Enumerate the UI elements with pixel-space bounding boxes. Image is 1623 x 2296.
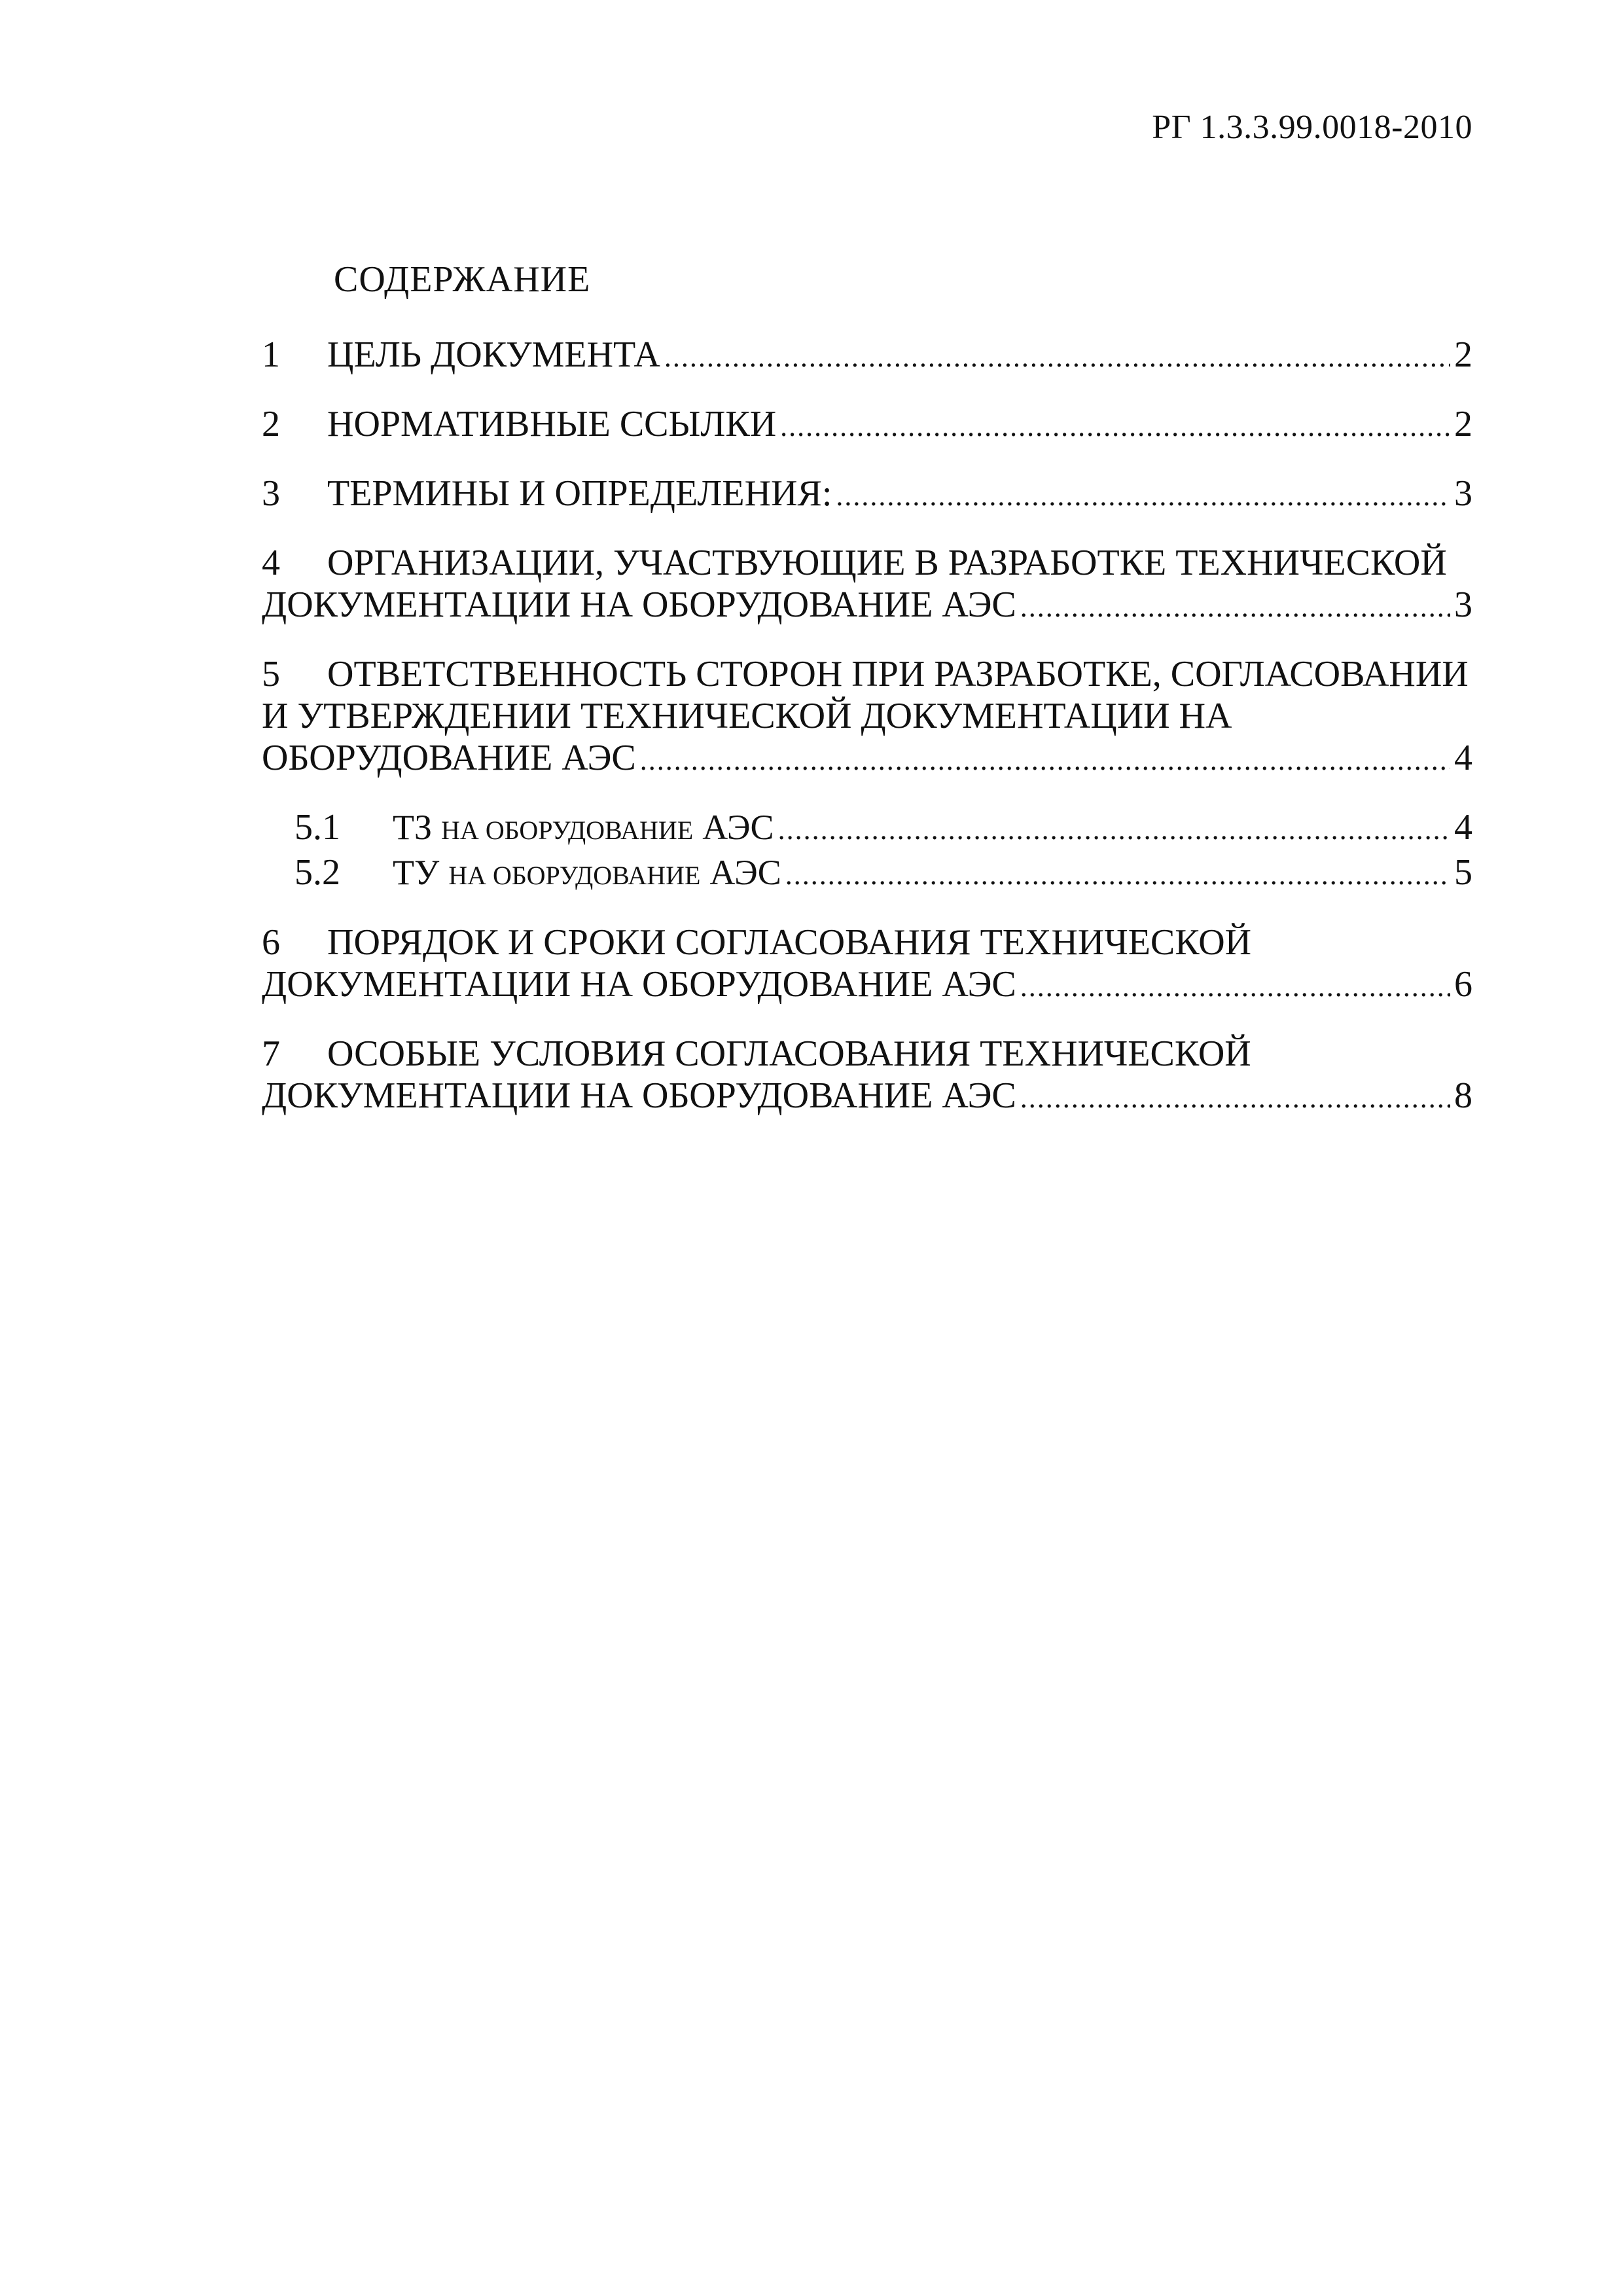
toc-entry-title-line-2: ДОКУМЕНТАЦИИ НА ОБОРУДОВАНИЕ АЭС	[262, 584, 1016, 625]
toc-entry-title-line-2: ДОКУМЕНТАЦИИ НА ОБОРУДОВАНИЕ АЭС	[262, 964, 1016, 1005]
toc-entry-6[interactable]	[262, 922, 1472, 1008]
table-of-contents	[262, 334, 1472, 1144]
toc-entry-title-line-3: ОБОРУДОВАНИЕ АЭС	[262, 738, 636, 778]
toc-entry-title: НОРМАТИВНЫЕ ССЫЛКИ	[327, 404, 777, 444]
toc-entry-title: ТЕРМИНЫ И ОПРЕДЕЛЕНИЯ:	[327, 473, 832, 514]
toc-entry-1[interactable]	[262, 334, 1472, 378]
leader-dots	[836, 475, 1450, 517]
leader-dots	[1020, 966, 1450, 1008]
document-code: РГ 1.3.3.99.0018-2010	[1152, 109, 1472, 146]
toc-entry-5-1[interactable]	[262, 806, 1472, 852]
toc-entry-page: 2	[1454, 334, 1472, 375]
toc-entry-page: 3	[1454, 584, 1472, 625]
toc-entry-page: 5	[1454, 852, 1472, 893]
leader-dots	[780, 406, 1450, 448]
toc-entry-2[interactable]	[262, 403, 1472, 448]
leader-dots	[664, 336, 1450, 378]
toc-entry-number: 5.1	[294, 807, 340, 848]
toc-entry-title-line-1: ПОРЯДОК И СРОКИ СОГЛАСОВАНИЯ ТЕХНИЧЕСКОЙ	[327, 922, 1252, 963]
toc-entry-7[interactable]	[262, 1033, 1472, 1119]
leader-dots	[785, 854, 1450, 896]
toc-entry-title-line-1: ОТВЕТСТВЕННОСТЬ СТОРОН ПРИ РАЗРАБОТКЕ, СОГЛАСОВАНИИ	[327, 654, 1469, 694]
toc-entry-number: 5	[262, 654, 280, 694]
toc-entry-page: 2	[1454, 404, 1472, 444]
toc-entry-abbr: ТУ	[393, 853, 440, 892]
toc-entry-title: ЦЕЛЬ ДОКУМЕНТА	[327, 334, 660, 375]
toc-entry-tail: АЭС	[709, 853, 781, 892]
toc-entry-abbr: ТЗ	[393, 808, 433, 847]
toc-entry-title-line-1: ОРГАНИЗАЦИИ, УЧАСТВУЮЩИЕ В РАЗРАБОТКЕ ТЕХНИЧЕСКОЙ	[327, 543, 1447, 583]
toc-entry-5[interactable]	[262, 653, 1472, 781]
toc-entry-page: 4	[1454, 807, 1472, 848]
toc-entry-page: 8	[1454, 1075, 1472, 1116]
toc-entry-number: 5.2	[294, 852, 340, 893]
toc-entry-page: 6	[1454, 964, 1472, 1005]
toc-entry-title-line-1: ОСОБЫЕ УСЛОВИЯ СОГЛАСОВАНИЯ ТЕХНИЧЕСКОЙ	[327, 1033, 1251, 1074]
toc-entry-3[interactable]	[262, 473, 1472, 517]
toc-entry-number: 4	[262, 543, 280, 583]
leader-dots	[1020, 1077, 1450, 1119]
toc-entry-page: 4	[1454, 738, 1472, 778]
toc-entry-number: 7	[262, 1033, 280, 1074]
toc-entry-title-line-2: И УТВЕРЖДЕНИИ ТЕХНИЧЕСКОЙ ДОКУМЕНТАЦИИ НА	[262, 696, 1232, 736]
toc-entry-number: 2	[262, 404, 280, 444]
leader-dots	[640, 740, 1450, 781]
toc-entry-number: 1	[262, 334, 280, 375]
toc-entry-title: НА ОБОРУДОВАНИЕ	[448, 861, 701, 890]
toc-entry-title: НА ОБОРУДОВАНИЕ	[441, 816, 694, 845]
toc-title: СОДЕРЖАНИЕ	[334, 259, 591, 300]
toc-entry-title-line-2: ДОКУМЕНТАЦИИ НА ОБОРУДОВАНИЕ АЭС	[262, 1075, 1016, 1116]
toc-entry-number: 6	[262, 922, 280, 963]
toc-entry-tail: АЭС	[702, 808, 774, 847]
leader-dots	[1020, 586, 1450, 628]
toc-entry-5-2[interactable]	[262, 852, 1472, 897]
toc-entry-number: 3	[262, 473, 280, 514]
toc-entry-4[interactable]	[262, 542, 1472, 628]
toc-entry-page: 3	[1454, 473, 1472, 514]
leader-dots	[778, 809, 1450, 851]
